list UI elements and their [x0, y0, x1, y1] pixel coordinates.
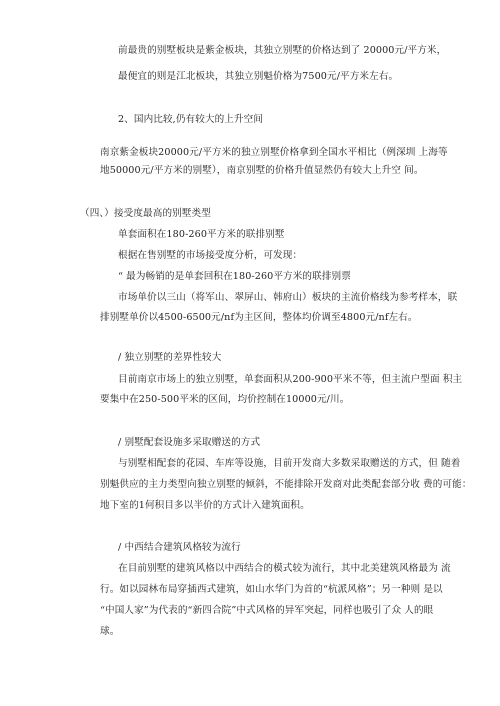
text-line: 要集中在250-500平米的区间，均价控制在10000元/川。 [100, 394, 350, 405]
text-line: “中国人家”为代表的“新四合院”中式风格的异军突起，同样也吸引了众 人的眼 [100, 605, 434, 616]
text-line: 根据在售别墅的市场接受度分析，可发现： [118, 250, 303, 261]
text-line: 南京紫金板块20000元/平方米的独立别墅价格拿到全国水平相比（例深圳 上海等 [100, 147, 448, 158]
text-line: 单套面积在180-260平方米的联排别墅 [118, 229, 285, 240]
text-line: 最便宜的则是江北板块，其独立别魁价格为7500元/平方米左右。 [118, 71, 399, 82]
text-line: 行。如以园林布局穿插西式建筑，如山水华门为首的“杭派风格”；另一种则 是以 [100, 584, 443, 595]
section-heading: （四、）接受度最高的别墅类型 [80, 208, 211, 219]
bullet-heading: / 别墅配套设施多采取赠送的方式 [118, 437, 261, 448]
bullet-heading: / 中西结合建筑风格较为流行 [118, 542, 241, 553]
text-line: 别魁供应的主力类型向独立别墅的倾斜，不能排除开发商对此类配套部分收 费的可能： [100, 479, 472, 490]
text-line: 与别墅相配套的花园、车库等设施，目前开发商大多数采取赠送的方式，但 随着 [118, 458, 461, 469]
text-line: “ 最为畅销的是单套回积在180-260平方米的联排别票 [118, 271, 351, 282]
text-line: 球。 [100, 626, 120, 637]
text-line: 在目前别墅的建筑风格以中西结合的模式较为流行，其中北美建筑风格最为 流 [118, 563, 451, 574]
bullet-heading: / 独立别墅的差界性较大 [118, 352, 222, 363]
text-line: 前最贵的别墅板块是紫金板块，其独立别墅的价格达到了 20000元/平方米， [118, 45, 447, 56]
text-line: 地50000元/平方米的别墅），南京别墅的价格升值显然仍有较大上升空 间。 [100, 165, 424, 176]
text-line: 市场单价以三山（将军山、翠屏山、韩府山）板块的主流价格线为参考样本，联 [118, 292, 458, 303]
text-line: 地下室的1何积目多以半价的方式计入建筑面积。 [100, 500, 310, 511]
text-line: 排别墅单价以4500-6500元/nf为主区间，整体均价调至4800元/nf左右。 [100, 312, 418, 323]
text-line: 目前南京市场上的独立别墅，单套面积从200-900平米不等，但主流户型面 积主 [118, 374, 463, 385]
section-heading: 2、国内比较,仍有较大的上升空间 [118, 114, 264, 125]
